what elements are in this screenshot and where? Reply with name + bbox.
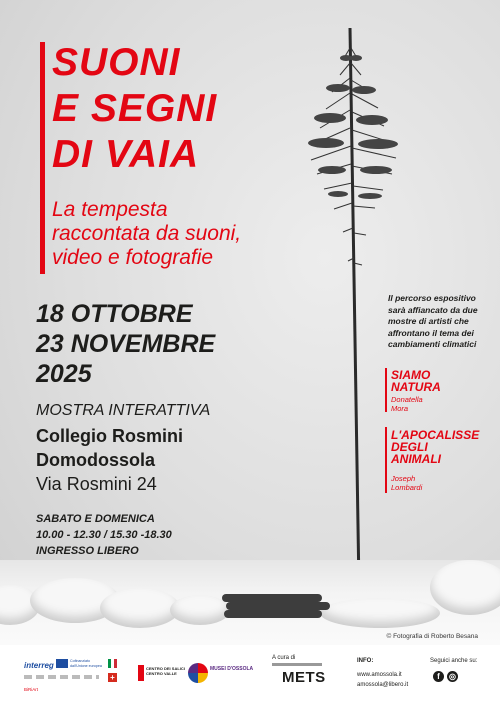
venue-building: Collegio Rosmini [36,426,184,446]
title-accent-bar [40,42,45,274]
log-pile [222,590,332,620]
side-show-author [391,474,422,492]
photo-credit: © Fotografia di Roberto Besana [386,633,478,640]
side-show-author [391,395,423,413]
biriart-logo: BiRiArt [24,687,39,692]
musei-ossola-logo-text: MUSEI D'OSSOLA [210,666,254,672]
title-line: E SEGNI [52,87,218,130]
side-show-title-line: DEGLI [391,440,428,454]
mets-logo: METS [282,669,326,686]
opening-times: 10.00 - 12.30 / 15.30 -18.30 [36,529,172,541]
subtitle-line: video e fotografie [52,246,214,269]
venue-address: Via Rosmini 24 [36,474,157,494]
venue-city: Domodossola [36,450,156,470]
side-show-author-line: Joseph [391,474,416,483]
logo-text-line: CENTRO DEI SALICI [146,666,185,671]
swiss-flag-icon: + [108,673,117,682]
opening-hours [36,511,172,559]
centro-salici-logo-text [146,666,185,676]
side-show-title [391,429,479,465]
side-exhibitions-intro: Il percorso espositivo sarà affiancato da due mostre di artisti che affrontano il tema dei cambiamenti climatici [388,293,478,349]
snow-mound [430,560,500,615]
side-show-title-line: SIAMO [391,368,431,382]
programme-partner-logos [24,675,99,679]
italy-flag-icon [108,659,117,668]
venue-name [36,424,183,472]
side-accent-bar [385,427,387,493]
website-link[interactable]: www.amossola.it [357,672,402,678]
side-accent-bar [385,368,387,412]
eu-cofunding-text: Cofinanziato dall'Unione europea [70,659,102,668]
eu-flag-icon [56,659,68,668]
title-line: SUONI [52,41,181,84]
info-label: INFO: [357,658,374,664]
date-year: 2025 [36,360,92,388]
side-show-author-line: Mora [391,404,409,413]
opening-days: SABATO E DOMENICA [36,513,155,525]
side-show-title [391,369,441,393]
instagram-icon[interactable]: ◎ [447,671,458,682]
subtitle-line: raccontata da suoni, [52,222,242,245]
side-show-title-line: L'APOCALISSE [391,428,480,442]
email-link[interactable]: amossola@libero.it [357,682,409,688]
centro-salici-logo-icon [138,665,144,681]
snow-mound [170,595,230,625]
snow-mound [320,598,440,628]
side-show-author-line: Lombardi [391,483,423,492]
snow-mound [100,588,180,628]
event-subtitle [52,198,241,270]
curated-by-label: A cura di [272,655,296,661]
facebook-icon[interactable]: f [433,671,444,682]
subtitle-line: La tempesta [52,198,168,221]
logo-text-line: CENTRO VALLE [146,671,177,676]
footer-partners [0,645,500,708]
follow-us-label: Seguici anche su: [430,658,478,664]
entry-info: INGRESSO LIBERO [36,545,139,557]
event-title [52,40,217,178]
side-show-author-line: Donatella [391,395,423,404]
interreg-logo: interreg [24,661,54,670]
event-dates [36,299,215,389]
date-start: 18 OTTOBRE [36,300,193,328]
exhibition-type: MOSTRA INTERATTIVA [36,402,211,419]
side-show-title-line: NATURA [391,380,441,394]
side-show-title-line: ANIMALI [391,452,441,466]
mets-tagline-bar [272,663,322,666]
musei-ossola-logo-icon [188,663,208,683]
title-line: DI VAIA [52,133,200,176]
date-end: 23 NOVEMBRE [36,330,216,358]
